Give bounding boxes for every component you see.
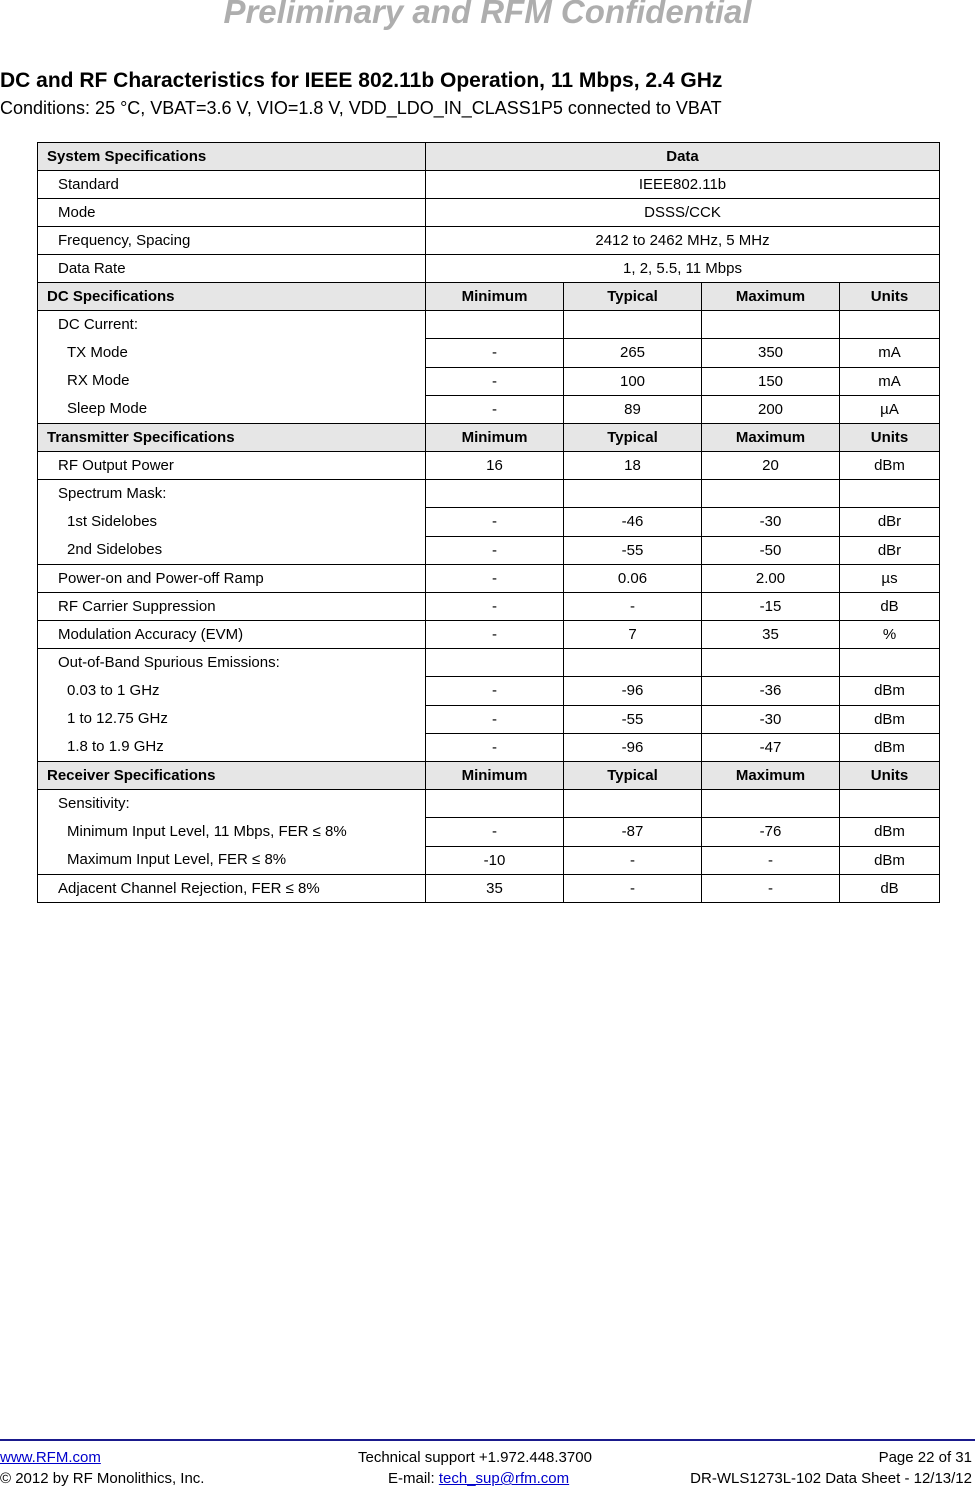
typ-cell: 0.06 (564, 565, 702, 593)
table-row (38, 255, 940, 283)
typ-cell: 89 (564, 395, 702, 423)
min-cell: - (426, 565, 564, 593)
typ-cell: -96 (564, 677, 702, 705)
unit-cell: dBm (840, 705, 940, 733)
row-value: 1, 2, 5.5, 11 Mbps (426, 255, 940, 283)
unit-cell: mA (840, 367, 940, 395)
row-label: Standard (38, 171, 426, 199)
header-cell: Units (840, 762, 940, 790)
max-cell: -30 (702, 705, 840, 733)
dc-current-group (38, 311, 426, 424)
typ-cell: -46 (564, 508, 702, 536)
row-label: Data Rate (38, 255, 426, 283)
group-label: DC Current: (58, 316, 139, 333)
header-cell: Transmitter Specifications (38, 424, 426, 452)
website-link[interactable]: www.RFM.com (0, 1449, 101, 1466)
min-cell: - (426, 593, 564, 621)
header-cell: DC Specifications (38, 283, 426, 311)
sub-label: Maximum Input Level, FER ≤ 8% (67, 851, 287, 868)
min-cell: - (426, 508, 564, 536)
spec-table (37, 142, 940, 903)
sub-label: 0.03 to 1 GHz (67, 682, 160, 699)
typ-cell: 100 (564, 367, 702, 395)
max-cell: 20 (702, 452, 840, 480)
empty-cell (426, 480, 564, 508)
empty-cell (840, 649, 940, 677)
sensitivity-group (38, 790, 426, 875)
rx-spec-header (38, 762, 940, 790)
max-cell: -15 (702, 593, 840, 621)
min-cell: - (426, 733, 564, 761)
min-cell: -10 (426, 846, 564, 874)
typ-cell: -55 (564, 536, 702, 564)
min-cell: - (426, 367, 564, 395)
header-cell: Maximum (702, 762, 840, 790)
sub-label: 1.8 to 1.9 GHz (67, 738, 164, 755)
footer-center (358, 1447, 592, 1489)
max-cell: - (702, 875, 840, 903)
unit-cell: mA (840, 339, 940, 367)
typ-cell: - (564, 593, 702, 621)
table-row (38, 875, 940, 903)
sub-label: TX Mode (67, 344, 128, 361)
table-row (38, 199, 940, 227)
table-row (38, 171, 940, 199)
email-label: E-mail: (388, 1470, 439, 1487)
typ-cell: -55 (564, 705, 702, 733)
sub-label: Sleep Mode (67, 400, 148, 417)
max-cell: 150 (702, 367, 840, 395)
max-cell: 200 (702, 395, 840, 423)
email-link[interactable]: tech_sup@rfm.com (438, 1470, 570, 1487)
max-cell: 2.00 (702, 565, 840, 593)
header-cell: System Specifications (38, 143, 426, 171)
spurious-emissions-group (38, 649, 426, 762)
empty-cell (840, 480, 940, 508)
min-cell: - (426, 536, 564, 564)
max-cell: -30 (702, 508, 840, 536)
empty-cell (564, 649, 702, 677)
footer-left (0, 1447, 204, 1489)
min-cell: - (426, 677, 564, 705)
header-cell: Units (840, 283, 940, 311)
table-row (38, 452, 940, 480)
table-row (38, 790, 940, 818)
header-cell: Minimum (426, 424, 564, 452)
min-cell: - (426, 621, 564, 649)
sub-label: 2nd Sidelobes (67, 541, 163, 558)
max-cell: - (702, 846, 840, 874)
typ-cell: - (564, 875, 702, 903)
row-label: RF Output Power (38, 452, 426, 480)
header-cell: Minimum (426, 283, 564, 311)
unit-cell: dBm (840, 733, 940, 761)
unit-cell: dBm (840, 846, 940, 874)
system-spec-header (38, 143, 940, 171)
header-cell: Receiver Specifications (38, 762, 426, 790)
typ-cell: 18 (564, 452, 702, 480)
group-label: Out-of-Band Spurious Emissions: (58, 654, 280, 671)
sub-label: 1 to 12.75 GHz (67, 710, 168, 727)
group-label: Sensitivity: (58, 795, 130, 812)
tx-spec-header (38, 424, 940, 452)
table-row (38, 593, 940, 621)
row-label: RF Carrier Suppression (38, 593, 426, 621)
copyright: © 2012 by RF Monolithics, Inc. (0, 1470, 205, 1487)
min-cell: - (426, 339, 564, 367)
max-cell: -47 (702, 733, 840, 761)
typ-cell: -96 (564, 733, 702, 761)
footer-right (690, 1447, 972, 1489)
row-label: Frequency, Spacing (38, 227, 426, 255)
dc-spec-header (38, 283, 940, 311)
unit-cell: µs (840, 565, 940, 593)
min-cell: - (426, 705, 564, 733)
row-value: IEEE802.11b (426, 171, 940, 199)
sub-label: RX Mode (67, 372, 130, 389)
spectrum-mask-group (38, 480, 426, 565)
max-cell: -76 (702, 818, 840, 846)
unit-cell: dB (840, 593, 940, 621)
row-label: Adjacent Channel Rejection, FER ≤ 8% (38, 875, 426, 903)
header-cell: Typical (564, 762, 702, 790)
empty-cell (702, 311, 840, 339)
max-cell: -50 (702, 536, 840, 564)
footer-divider (0, 1439, 975, 1441)
group-label: Spectrum Mask: (58, 485, 167, 502)
empty-cell (564, 790, 702, 818)
typ-cell: -87 (564, 818, 702, 846)
empty-cell (564, 311, 702, 339)
section-heading: DC and RF Characteristics for IEEE 802.11b Operation, 11 Mbps, 2.4 GHz (0, 69, 723, 92)
header-cell: Maximum (702, 424, 840, 452)
unit-cell: dBm (840, 452, 940, 480)
unit-cell: dBr (840, 536, 940, 564)
header-cell: Data (426, 143, 940, 171)
max-cell: -36 (702, 677, 840, 705)
row-value: DSSS/CCK (426, 199, 940, 227)
empty-cell (840, 790, 940, 818)
min-cell: - (426, 395, 564, 423)
table-row (38, 621, 940, 649)
unit-cell: % (840, 621, 940, 649)
unit-cell: dBm (840, 818, 940, 846)
unit-cell: dBm (840, 677, 940, 705)
empty-cell (426, 649, 564, 677)
max-cell: 35 (702, 621, 840, 649)
empty-cell (702, 649, 840, 677)
table-row (38, 649, 940, 677)
document-id: DR-WLS1273L-102 Data Sheet - 12/13/12 (690, 1470, 972, 1487)
empty-cell (564, 480, 702, 508)
header-cell: Maximum (702, 283, 840, 311)
table-row (38, 480, 940, 508)
row-value: 2412 to 2462 MHz, 5 MHz (426, 227, 940, 255)
min-cell: 35 (426, 875, 564, 903)
empty-cell (840, 311, 940, 339)
table-row (38, 565, 940, 593)
empty-cell (702, 790, 840, 818)
row-label: Power-on and Power-off Ramp (38, 565, 426, 593)
typ-cell: 265 (564, 339, 702, 367)
sub-label: 1st Sidelobes (67, 513, 158, 530)
empty-cell (426, 311, 564, 339)
unit-cell: µA (840, 395, 940, 423)
table-row (38, 227, 940, 255)
unit-cell: dBr (840, 508, 940, 536)
min-cell: 16 (426, 452, 564, 480)
header-cell: Minimum (426, 762, 564, 790)
empty-cell (426, 790, 564, 818)
empty-cell (702, 480, 840, 508)
header-cell: Typical (564, 424, 702, 452)
row-label: Mode (38, 199, 426, 227)
max-cell: 350 (702, 339, 840, 367)
unit-cell: dB (840, 875, 940, 903)
table-row (38, 311, 940, 339)
typ-cell: 7 (564, 621, 702, 649)
row-label: Modulation Accuracy (EVM) (38, 621, 426, 649)
min-cell: - (426, 818, 564, 846)
sub-label: Minimum Input Level, 11 Mbps, FER ≤ 8% (67, 823, 347, 840)
test-conditions: Conditions: 25 °C, VBAT=3.6 V, VIO=1.8 V, VDD_LDO_IN_CLASS1P5 connected to VBAT (0, 98, 722, 118)
support-phone: Technical support +1.972.448.3700 (358, 1449, 592, 1466)
header-cell: Units (840, 424, 940, 452)
header-cell: Typical (564, 283, 702, 311)
page-number: Page 22 of 31 (878, 1449, 972, 1466)
typ-cell: - (564, 846, 702, 874)
confidential-watermark: Preliminary and RFM Confidential (223, 0, 752, 30)
